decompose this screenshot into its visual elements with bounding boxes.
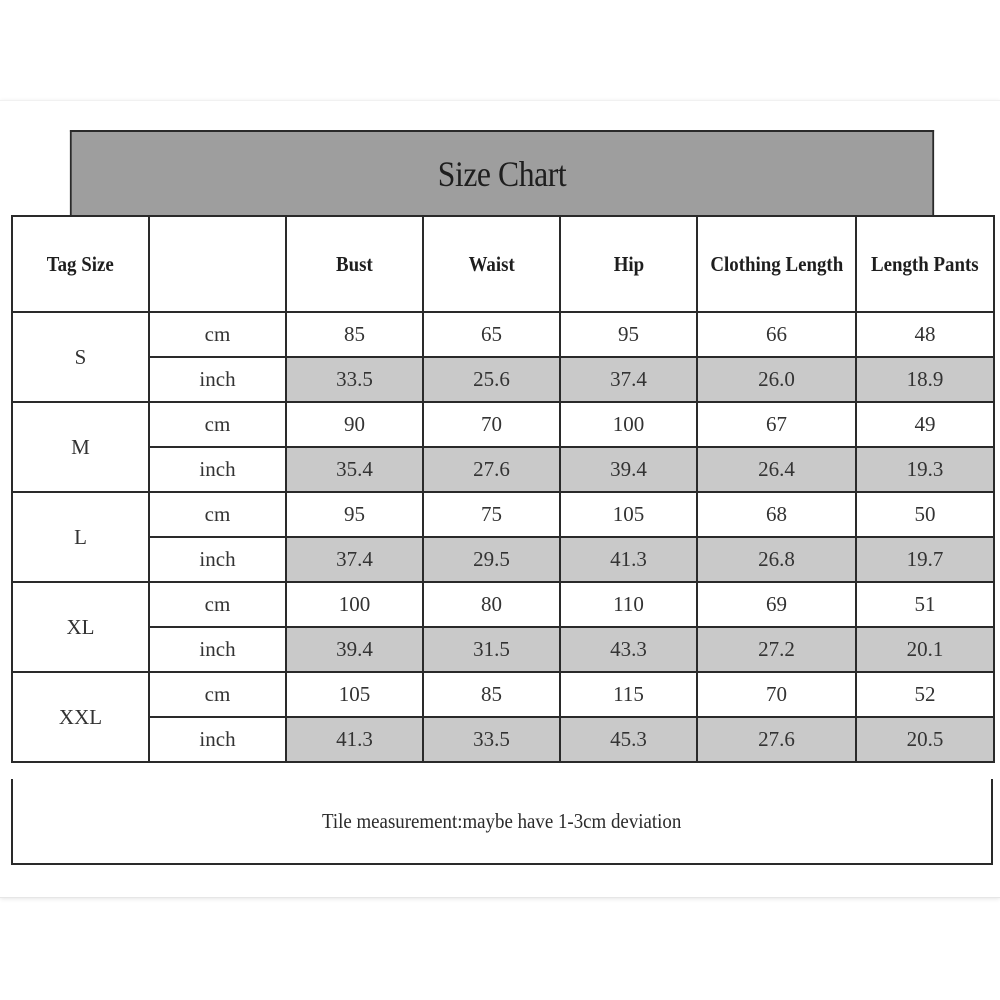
unit-cm-cell: cm [149, 312, 286, 357]
table-row [12, 357, 994, 402]
inch-value-cell: 26.8 [697, 537, 856, 582]
inch-value-cell: 41.3 [286, 717, 423, 762]
cm-value-cell: 75 [423, 492, 560, 537]
inch-value-cell: 27.2 [697, 627, 856, 672]
unit-cm-cell: cm [149, 492, 286, 537]
inch-value-cell: 39.4 [560, 447, 697, 492]
header-unit [149, 216, 286, 312]
tag-size-cell: XL [12, 582, 149, 672]
inch-value-cell: 33.5 [423, 717, 560, 762]
inch-value-cell: 43.3 [560, 627, 697, 672]
cm-value-cell: 50 [856, 492, 994, 537]
inch-value-cell: 18.9 [856, 357, 994, 402]
inch-value-cell: 35.4 [286, 447, 423, 492]
size-chart-title-bar [70, 130, 934, 215]
tag-size-cell: S [12, 312, 149, 402]
inch-value-cell: 37.4 [560, 357, 697, 402]
cm-value-cell: 66 [697, 312, 856, 357]
cm-value-cell: 110 [560, 582, 697, 627]
cm-value-cell: 49 [856, 402, 994, 447]
inch-value-cell: 29.5 [423, 537, 560, 582]
tag-size-cell: M [12, 402, 149, 492]
unit-inch-cell: inch [149, 717, 286, 762]
cm-value-cell: 90 [286, 402, 423, 447]
inch-value-cell: 20.1 [856, 627, 994, 672]
tag-size-cell: L [12, 492, 149, 582]
table-row [12, 492, 994, 537]
inch-value-cell: 19.3 [856, 447, 994, 492]
cm-value-cell: 85 [423, 672, 560, 717]
cm-value-cell: 67 [697, 402, 856, 447]
inch-value-cell: 20.5 [856, 717, 994, 762]
cm-value-cell: 105 [560, 492, 697, 537]
inch-value-cell: 41.3 [560, 537, 697, 582]
table-row [12, 537, 994, 582]
inch-value-cell: 39.4 [286, 627, 423, 672]
inch-value-cell: 45.3 [560, 717, 697, 762]
unit-cm-cell: cm [149, 582, 286, 627]
cm-value-cell: 68 [697, 492, 856, 537]
header-length-pants: Length Pants [856, 216, 994, 312]
cm-value-cell: 100 [286, 582, 423, 627]
table-row [12, 717, 994, 762]
cm-value-cell: 52 [856, 672, 994, 717]
unit-cm-cell: cm [149, 672, 286, 717]
table-row [12, 627, 994, 672]
cm-value-cell: 105 [286, 672, 423, 717]
header-hip: Hip [560, 216, 697, 312]
unit-cm-cell: cm [149, 402, 286, 447]
cm-value-cell: 70 [697, 672, 856, 717]
cm-value-cell: 69 [697, 582, 856, 627]
header-bust: Bust [286, 216, 423, 312]
table-row [12, 672, 994, 717]
measurement-note-text: Tile measurement:maybe have 1-3cm deviation [322, 808, 682, 833]
table-row [12, 402, 994, 447]
header-waist: Waist [423, 216, 560, 312]
unit-inch-cell: inch [149, 357, 286, 402]
cm-value-cell: 65 [423, 312, 560, 357]
inch-value-cell: 31.5 [423, 627, 560, 672]
cm-value-cell: 85 [286, 312, 423, 357]
header-row [12, 216, 994, 312]
cm-value-cell: 115 [560, 672, 697, 717]
table-row [12, 582, 994, 627]
cm-value-cell: 80 [423, 582, 560, 627]
inch-value-cell: 37.4 [286, 537, 423, 582]
unit-inch-cell: inch [149, 537, 286, 582]
unit-inch-cell: inch [149, 447, 286, 492]
inch-value-cell: 25.6 [423, 357, 560, 402]
header-tag-size: Tag Size [12, 216, 149, 312]
cm-value-cell: 48 [856, 312, 994, 357]
tag-size-cell: XXL [12, 672, 149, 762]
table-row [12, 447, 994, 492]
inch-value-cell: 27.6 [697, 717, 856, 762]
cm-value-cell: 51 [856, 582, 994, 627]
table-row [12, 312, 994, 357]
cm-value-cell: 100 [560, 402, 697, 447]
cm-value-cell: 95 [286, 492, 423, 537]
inch-value-cell: 26.4 [697, 447, 856, 492]
cm-value-cell: 70 [423, 402, 560, 447]
size-chart-table [11, 215, 995, 763]
header-clothing-length: Clothing Length [697, 216, 856, 312]
inch-value-cell: 19.7 [856, 537, 994, 582]
inch-value-cell: 27.6 [423, 447, 560, 492]
inch-value-cell: 33.5 [286, 357, 423, 402]
measurement-note [11, 779, 993, 865]
unit-inch-cell: inch [149, 627, 286, 672]
cm-value-cell: 95 [560, 312, 697, 357]
page-title: Size Chart [437, 153, 567, 194]
inch-value-cell: 26.0 [697, 357, 856, 402]
